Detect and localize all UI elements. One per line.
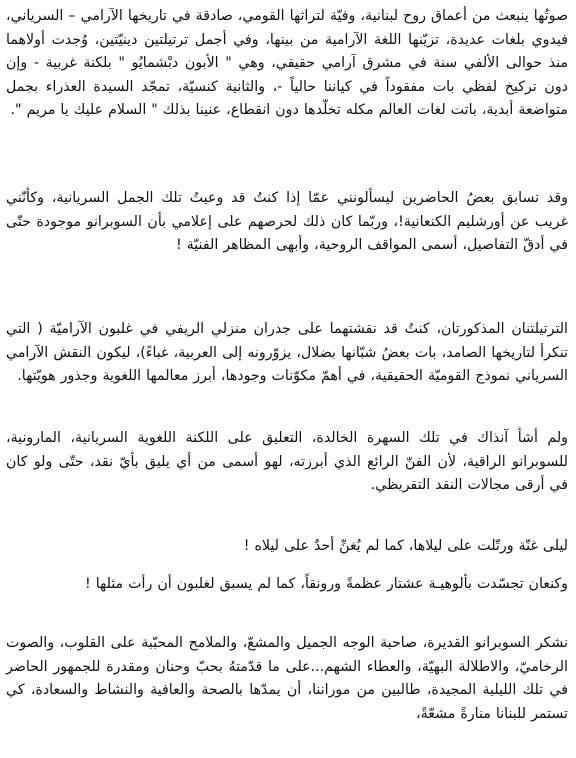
paragraph-canaan-ishtar: وكنعان تجسّدت بألوهيـة عشتار عظمةً ورونقاً، كما لم يسبق لغلبون أن رأت مثلها ! bbox=[85, 576, 568, 592]
paragraph-engraved-hymns: الترتيلتنان المذكورتان، كنتُ قد نقشتهما على جدران منزلي الريفي في غلبون الآراميّة ( التي تنكرأ لتاريخها الصامد، بات بعضُ شبّانها بضلال، يزوّرونه إلى العربية، غباءً)، ليكون النقش الآرامي السرياني نموذج القوميّة الحقيقية، في أهمّ مكوّنات وجودها، أبرز معالمها اللغوية وجذور هويّتها. bbox=[6, 321, 568, 384]
paragraph-accent-comment: ولم أشأ آنذاك في تلك السهرة الخالدة، التعليق على اللكنة اللغوية السريانية، المارونية، للسوبرانو الراقية، لأن الفنّ الرائع الذي أبرزته، لهو أسمى من أي يليق بأيّ نقد، حتّى ولو كان في أرقى مجالات النقد التقريظي. bbox=[6, 430, 568, 493]
paragraph-layla-sang: ليلى غنّة ورتّلت على ليلاها، كما لم يُغنِّ أحدٌ على ليلاه ! bbox=[243, 538, 568, 554]
paragraph-audience-questions: وقد تسابق بعضُ الحاضرين ليسألونني عمّا إذا كنتُ قد وعيتُ تلك الجمل السريانية، وكأنّني غريب عن أورشليم الكنعانية!، وربّما كان ذلك لحرصهم على إعلامي بأن السوبرانو موجودة حتّى في أدقّ التفاصيل، أسمى المواقف الروحية، وأبهى المظاهر الفنيّة ! bbox=[6, 190, 568, 253]
paragraph-soprano-voice: صوتُها ينبعث من أعماق روح لبنانية، وفيّة لتراثها القومي، صادقة في تاريخها الآرامي – السرياني، فيدوي بلغات عديدة، تزيّنها اللغة الآرامية من بينها، وفي أجمل ترتيلتين دينيّتين، وُجدت أولاهما منذ حوالى الألفي سنة في مشرق آرامي حقيقي، وهي " الأبون دبْشمايُو " بلكنة غربية - وإن دون تركيخ لفظي بات مفقوداً في كياننا حالياً -، والثانية كنسيّة، تمجّد السيدة العذراء بجمل متواضعة أبدية، باتت لغات العالم مكله تخلّدها دون انقطاع، عنينا بذلك " السلام عليك يا مريم ". bbox=[6, 8, 568, 118]
paragraph-thanks: نشكر السوبرانو القديرة، صاحبة الوجه الجميل والمشعّ، والملامح المحبّبة على القلوب، والصوت الرخاميّ، والاطلالة البهيّة، والعطاء الشهم...على ما قدّمتهُ بحبّ وحنان ومقدرة للجمهور الحاضر في تلك الليلية المجيدة، طالبين من موراننا، أن يمدّها بالصحة والعافية والنشاط والسعادة، كي تستمر للبنانا منارةً مشعّةً، bbox=[6, 635, 568, 722]
